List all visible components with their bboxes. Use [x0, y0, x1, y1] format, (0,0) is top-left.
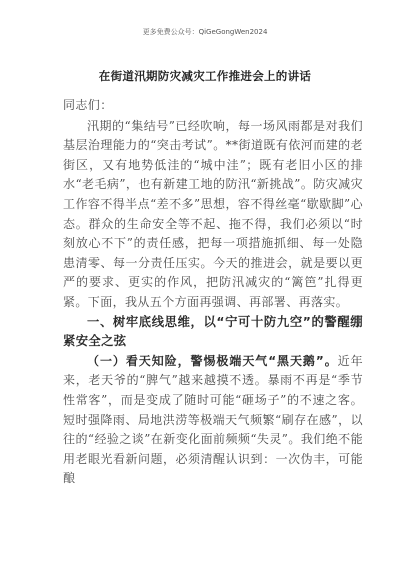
- header-note: 更多免费公众号：QiGeGongWen2024: [142, 28, 268, 36]
- paragraph-intro: 汛期的“集结号”已经吹响，每一场风雨都是对我们基层治理能力的“突击考试”。**街道既有依河而建的老街区，又有地势低洼的“城中洼”；既有老旧小区的排水“老毛病”，也有新建工地的防汛“新挑战”。防灾减灾工作容不得半点“差不多”思想，容不得丝毫“歇歇脚”心态。群众的生命安全等不起、拖不得，我们必须以“时刻放心不下”的责任感，把每一项措施抓细、每一处隐患清零、每一分责任压实。今天的推进会，就是要以更严的要求、更实的作风，把防汛减灾的“篱笆”扎得更紧。下面，我从五个方面再强调、再部署、再落实。: [63, 118, 363, 309]
- section-heading-1: 一、树牢底线思维，以“宁可十防九空”的警醒绷紧安全之弦: [63, 314, 363, 349]
- subheading-1-1: （一）看天知险，警惕极端天气“黑天鹅”。: [87, 353, 338, 368]
- page-title: 在街道汛期防灾减灾工作推进会上的讲话: [98, 69, 312, 83]
- greeting: 同志们：: [63, 98, 113, 112]
- paragraph-section-1-1: [63, 352, 363, 489]
- document-body: [63, 96, 363, 489]
- paragraph-section-1-1-text: 近年来，老天爷的“脾气”越来越摸不透。暴雨不再是“季节性常客”，而是变成了随时可能“砸场子”的不速之客。短时强降雨、局地洪涝等极端天气频繁“刷存在感”，以往的“经验之谈”在新变化面前频频“失灵”。我们绝不能用老眼光看新问题，必须清醒认识到：一次伪丰，可能酿: [63, 353, 363, 486]
